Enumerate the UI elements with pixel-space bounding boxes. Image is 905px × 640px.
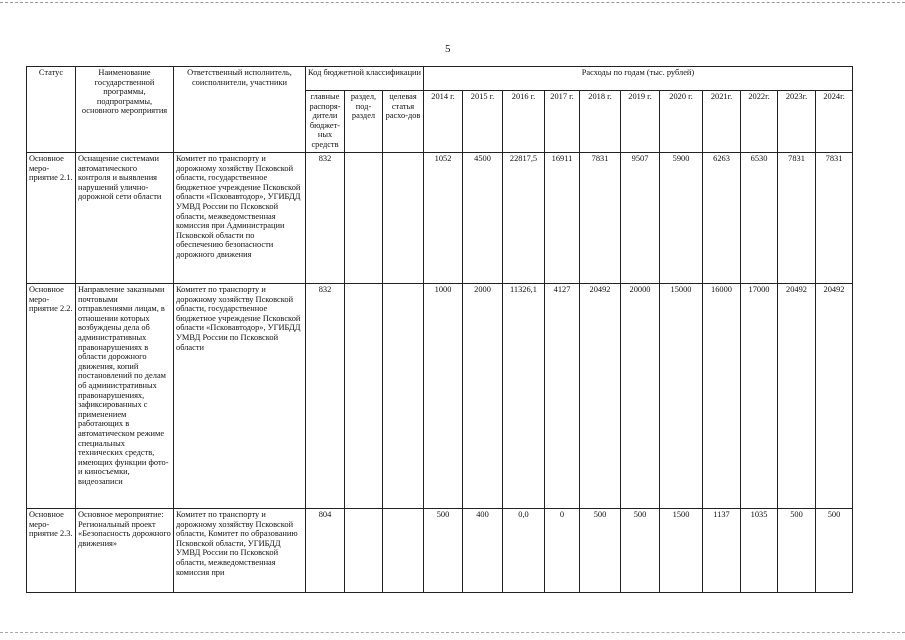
row-value: 11326,1: [503, 284, 545, 509]
header-year: 2014 г.: [424, 91, 463, 153]
row-name: Направление заказными почтовыми отправлениями лицам, в отношении которых возбуждены дела об административных правонарушениях в области дорожного движения, копий постановлений по делам об административных правонарушениях, зафиксированных с применением работающих в автоматическом режиме специальных технических средств, имеющих функции фото- и киносъемки, видеозаписи: [76, 284, 174, 509]
row-value: 1035: [741, 509, 778, 593]
header-executor: Ответственный исполнитель, соисполнители, участники: [174, 67, 306, 153]
row-value: 7831: [816, 153, 853, 284]
row-csr: [383, 284, 424, 509]
header-csr: целевая статья расхо-дов: [383, 91, 424, 153]
header-year: 2021г.: [703, 91, 741, 153]
row-value: 400: [463, 509, 503, 593]
header-budget-code: Код бюджетной классификации: [306, 67, 424, 91]
row-value: 15000: [660, 284, 703, 509]
header-year: 2016 г.: [503, 91, 545, 153]
row-grbs: 832: [306, 284, 345, 509]
row-value: 17000: [741, 284, 778, 509]
row-name: Оснащение системами автоматического контроля и выявления нарушений улично-дорожной сети области: [76, 153, 174, 284]
row-csr: [383, 509, 424, 593]
header-name: Наименование государственной программы, подпрограммы, основного мероприятия: [76, 67, 174, 153]
header-status: Статус: [27, 67, 76, 153]
page-number: 5: [445, 43, 451, 55]
row-value: 20000: [621, 284, 660, 509]
bottom-scan-edge: [0, 632, 905, 633]
row-value: 0,0: [503, 509, 545, 593]
row-value: 5900: [660, 153, 703, 284]
row-value: 2000: [463, 284, 503, 509]
header-expenses: Расходы по годам (тыс. рублей): [424, 67, 853, 91]
header-year: 2022г.: [741, 91, 778, 153]
row-value: 500: [621, 509, 660, 593]
row-name: Основное мероприятие: Региональный проект «Безопасность дорожного движения»: [76, 509, 174, 593]
row-rz: [345, 509, 383, 593]
header-year: 2015 г.: [463, 91, 503, 153]
row-status: Основное меро-приятие 2.2.: [27, 284, 76, 509]
row-value: 4127: [545, 284, 580, 509]
row-rz: [345, 153, 383, 284]
row-value: 16911: [545, 153, 580, 284]
header-year: 2019 г.: [621, 91, 660, 153]
row-value: 16000: [703, 284, 741, 509]
row-value: 500: [424, 509, 463, 593]
row-value: 1000: [424, 284, 463, 509]
row-status: Основное меро-приятие 2.1.: [27, 153, 76, 284]
row-value: 7831: [580, 153, 621, 284]
row-csr: [383, 153, 424, 284]
row-value: 6263: [703, 153, 741, 284]
header-year: 2017 г.: [545, 91, 580, 153]
header-year: 2023г.: [778, 91, 816, 153]
row-rz: [345, 284, 383, 509]
row-value: 500: [778, 509, 816, 593]
row-value: 20492: [816, 284, 853, 509]
table-row: [27, 153, 853, 284]
row-executor: Комитет по транспорту и дорожному хозяйству Псковской области, государственное бюджетное учреждение Псковской области «Псковавтодор», УГИБДД УМВД России по Псковской области: [174, 284, 306, 509]
header-year: 2018 г.: [580, 91, 621, 153]
row-value: 1137: [703, 509, 741, 593]
row-value: 0: [545, 509, 580, 593]
row-value: 22817,5: [503, 153, 545, 284]
row-value: 1052: [424, 153, 463, 284]
row-value: 20492: [580, 284, 621, 509]
row-value: 500: [580, 509, 621, 593]
header-rz: раздел, под-раздел: [345, 91, 383, 153]
row-status: Основное меро-приятие 2.3.: [27, 509, 76, 593]
header-grbs: главные распоря-дители бюджет-ных средств: [306, 91, 345, 153]
row-value: 20492: [778, 284, 816, 509]
row-value: 4500: [463, 153, 503, 284]
row-executor: Комитет по транспорту и дорожному хозяйству Псковской области, Комитет по образованию Псковской области, УГИБДД УМВД России по Псковской области, межведомственная комиссия при: [174, 509, 306, 593]
table-row: [27, 509, 853, 593]
row-value: 500: [816, 509, 853, 593]
row-value: 6530: [741, 153, 778, 284]
header-year: 2024г.: [816, 91, 853, 153]
top-scan-edge: [0, 2, 905, 3]
header-year: 2020 г.: [660, 91, 703, 153]
row-value: 9507: [621, 153, 660, 284]
row-executor: Комитет по транспорту и дорожному хозяйству Псковской области, государственное бюджетное учреждение Псковской области «Псковавтодор», УГИБДД УМВД России по Псковской области, межведомственная комиссия при Администрации Псковской области по обеспечению безопасности дорожного движения: [174, 153, 306, 284]
row-value: 7831: [778, 153, 816, 284]
row-grbs: 832: [306, 153, 345, 284]
table-row: [27, 284, 853, 509]
row-grbs: 804: [306, 509, 345, 593]
budget-table: [26, 66, 853, 593]
row-value: 1500: [660, 509, 703, 593]
